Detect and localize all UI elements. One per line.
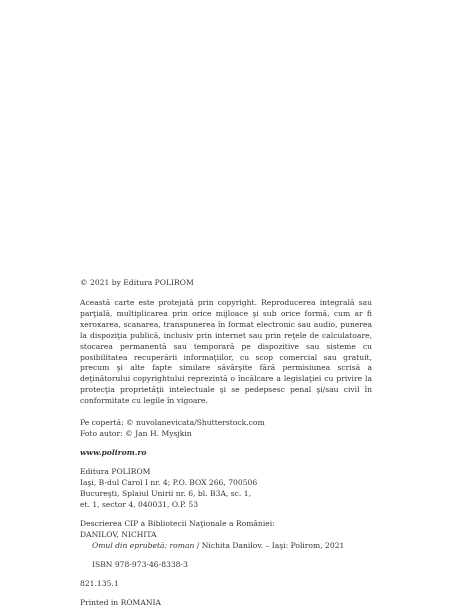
rights-paragraph: Această carte este protejată prin copyright. Reproducerea integrală sau parţială, multiplicarea prin orice mijloace şi sub orice formă, cum ar fi xeroxarea, scanarea, transpunerea în format electronic sau audio, punerea la dispoziţia publică, inclusiv prin internet sau prin reţele de calculatoare, stocarea permanentă sau temporară pe dispozitive sau sisteme cu posibilitatea recuperării informaţiilor, cu scop comercial sau gratuit, precum şi alte fapte similare săvârşite fără permisiunea scrisă a deţinătorului copyrightului reprezintă o încălcare a legislaţiei cu privire la protecţia proprietăţii intelectuale şi se pedepsesc penal şi/sau civil în conformitate cu legile în vigoare.	[80, 298, 372, 406]
printed-in: Printed in ROMANIA	[80, 598, 161, 608]
publisher-address-bucuresti-1: Bucureşti, Splaiul Unirii nr. 6, bl. B3A, sc. 1,	[80, 489, 251, 499]
cover-credit: Pe copertă: © nuvolanevicata/Shutterstock.com	[80, 418, 265, 428]
cip-title-rest: / Nichita Danilov. – Iaşi: Polirom, 2021	[194, 541, 345, 551]
copyright-page	[80, 277, 372, 608]
cip-heading: Descrierea CIP a Bibliotecii Naţionale a României:	[80, 519, 275, 529]
publisher-address-iasi: Iaşi, B-dul Carol I nr. 4; P.O. BOX 266, 700506	[80, 478, 258, 488]
website-link[interactable]: www.polirom.ro	[80, 448, 147, 458]
publisher-name: Editura POLIROM	[80, 467, 151, 477]
cip-author: DANILOV, NICHITA	[80, 530, 157, 540]
author-photo-credit: Foto autor: © Jan H. Mysjkin	[80, 429, 192, 439]
cip-title	[80, 540, 372, 551]
copyright-line: © 2021 by Editura POLIROM	[80, 278, 194, 287]
classification-code: 821.135.1	[80, 579, 119, 589]
publisher-address-bucuresti-2: et. 1, sector 4, 040031, O.P. 53	[80, 500, 199, 510]
cip-isbn: ISBN 978-973-46-8338-3	[92, 560, 188, 570]
cip-title-italic: Omul din eprubetă: roman	[92, 541, 195, 551]
